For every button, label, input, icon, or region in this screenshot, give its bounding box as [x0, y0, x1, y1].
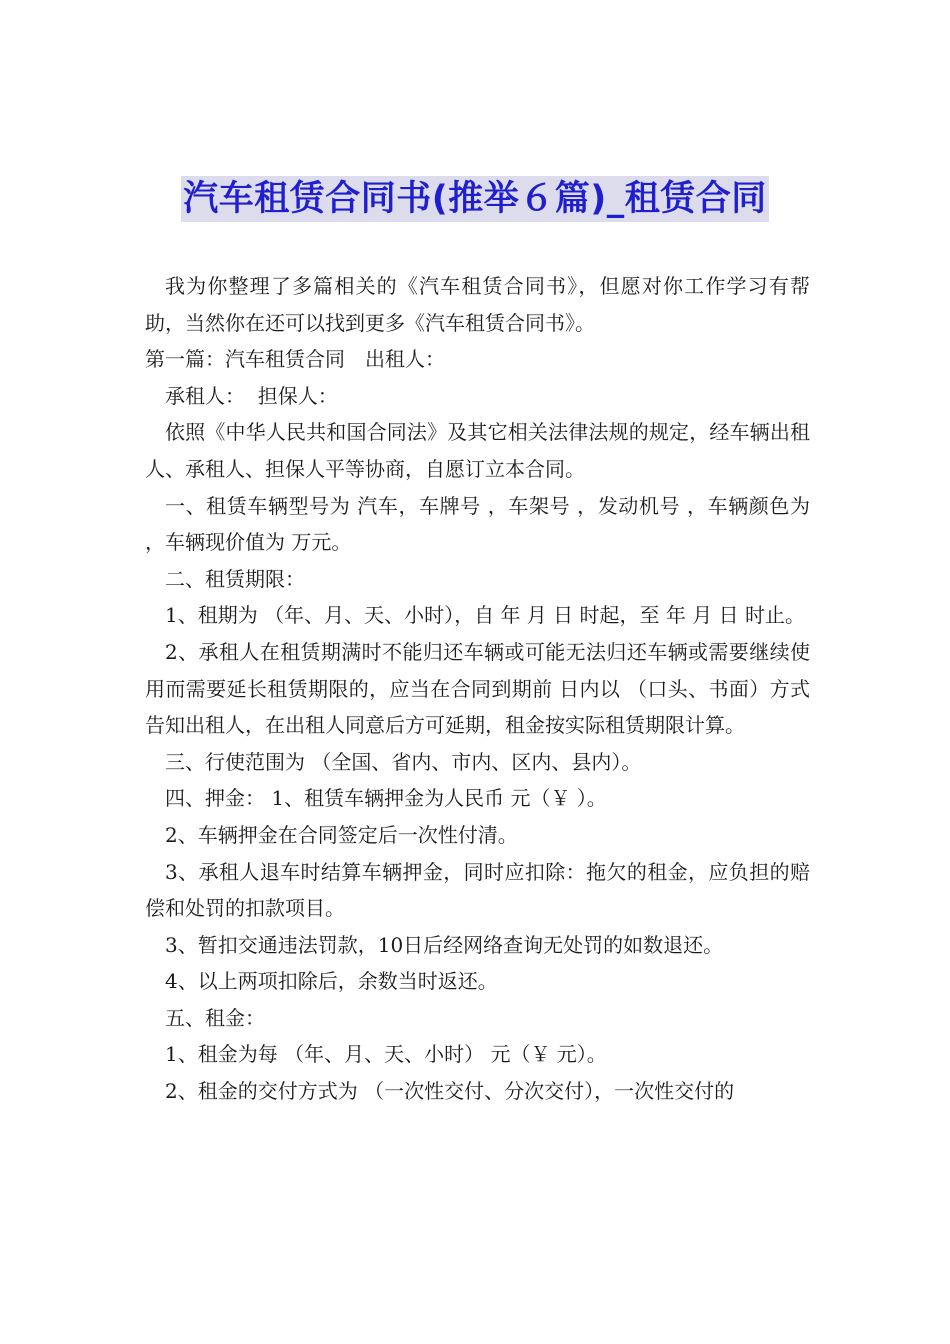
paragraph-clause-5-1: 1、租金为每 （年、月、天、小时） 元（￥ 元）。	[165, 1042, 607, 1067]
paragraph-intro: 我为你整理了多篇相关的《汽车租赁合同书》，但愿对你工作学习有帮助，当然你在还可以找到更多《汽车租赁合同书》。	[145, 274, 810, 335]
paragraph-clause-1: 一、租赁车辆型号为 汽车，车牌号 ，车架号 ，发动机号 ，车辆颜色为 ，车辆现价值为 万元。	[145, 493, 817, 555]
paragraph-first-chapter: 第一篇：汽车租赁合同 出租人：	[145, 347, 445, 372]
paragraph-legal-basis: 依照《中华人民共和国合同法》及其它相关法律法规的规定，经车辆出租人、承租人、担保人平等协商，自愿订立本合同。	[145, 420, 810, 481]
paragraph-clause-2-1: 1、租期为 （年、月、天、小时），自 年 月 日 时起，至 年 月 日 时止。	[165, 603, 805, 628]
paragraph-parties: 承租人： 担保人：	[165, 383, 338, 408]
paragraph-clause-4-1: 四、押金： 1、租赁车辆押金为人民币 元（￥ ）。	[165, 786, 607, 811]
paragraph-clause-3: 三、行使范围为 （全国、省内、市内、区内、县内）。	[165, 749, 642, 774]
document-body	[145, 268, 817, 1110]
paragraph-clause-5-2: 2、租金的交付方式为 （一次性交付、分次交付），一次性交付的	[165, 1079, 735, 1104]
paragraph-clause-2-heading: 二、租赁期限：	[165, 566, 305, 591]
paragraph-clause-4-2: 2、车辆押金在合同签定后一次性付清。	[165, 822, 518, 847]
paragraph-clause-2-2: 2、承租人在租赁期满时不能归还车辆或可能无法归还车辆或需要继续使用而需要延长租赁期限的，应当在合同到期前 日内以 （口头、书面）方式告知出租人，在出租人同意后方可延期，租金按实际租赁期限计算。	[145, 639, 810, 738]
paragraph-clause-4-4: 4、以上两项扣除后，余数当时返还。	[165, 969, 498, 994]
paragraph-clause-4-3: 3、承租人退车时结算车辆押金，同时应扣除：拖欠的租金，应负担的赔偿和处罚的扣款项目。	[145, 859, 810, 921]
paragraph-clause-5-heading: 五、租金：	[165, 1005, 265, 1030]
document-title: 汽车租赁合同书(推举６篇)_租赁合同	[181, 176, 769, 222]
title-wrap	[0, 176, 950, 222]
paragraph-clause-4-3b: 3、暂扣交通违法罚款，10日后经网络查询无处罚的如数退还。	[165, 932, 724, 957]
